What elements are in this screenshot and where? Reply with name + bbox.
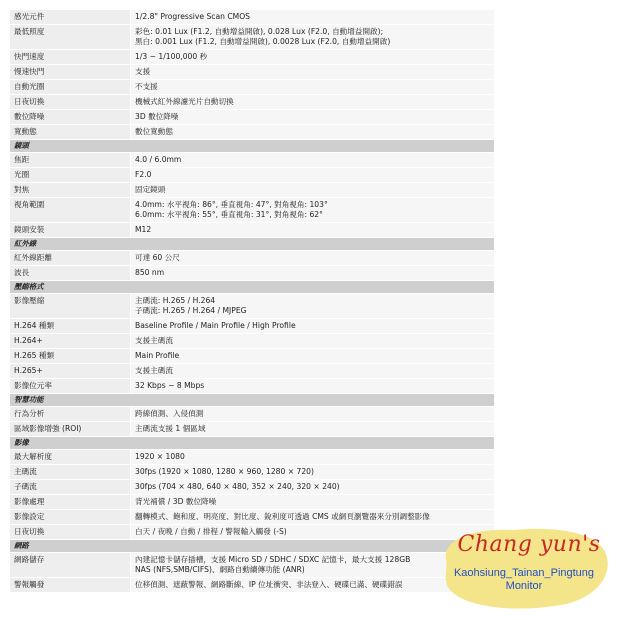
spec-value-line: 位移偵測、遮蔽警報、網路斷線、IP 位址衝突、非法登入、硬碟已滿、硬碟錯誤 [135, 580, 403, 589]
spec-label: H.264 種類 [10, 319, 131, 334]
spec-value-line: 黑白: 0.001 Lux (F1.2, 自動增益開啟), 0.0028 Lux (F2.0, 自動增益開啟) [135, 37, 391, 46]
watermark-title: Chang yun's [457, 532, 601, 557]
spec-value-line: M12 [135, 225, 152, 234]
spec-value-line: Main Profile [135, 351, 180, 360]
spec-label: 行為分析 [10, 407, 131, 422]
spec-table-body [10, 10, 494, 593]
spec-value-line: 翻轉模式、飽和度、明亮度、對比度、銳利度可透過 CMS 或網頁瀏覽器來分別調整影像 [135, 512, 430, 521]
spec-value-line: Baseline Profile / Main Profile / High Profile [135, 321, 296, 330]
spec-label: 寬動態 [10, 125, 131, 140]
spec-row [10, 553, 494, 578]
spec-label: 影像位元率 [10, 379, 131, 394]
spec-value [131, 465, 495, 480]
spec-value-line: 背光補償 / 3D 數位降噪 [135, 497, 217, 506]
spec-row [10, 379, 494, 394]
spec-label: H.264+ [10, 334, 131, 349]
spec-value [131, 379, 495, 394]
spec-label: 光圈 [10, 168, 131, 183]
spec-value-line: 30fps (704 × 480, 640 × 480, 352 × 240, 320 × 240) [135, 482, 340, 491]
spec-value [131, 50, 495, 65]
spec-value [131, 110, 495, 125]
spec-label: 視角範圍 [10, 198, 131, 223]
spec-row [10, 183, 494, 198]
spec-row [10, 465, 494, 480]
spec-value-line: 機械式紅外線濾光片自動切換 [135, 97, 234, 106]
spec-value [131, 223, 495, 238]
spec-value-line: 4.0 / 6.0mm [135, 155, 182, 164]
spec-value-line: 支援主碼流 [135, 336, 173, 345]
spec-value-line: 子碼流: H.265 / H.264 / MJPEG [135, 306, 247, 315]
spec-label: 日夜切換 [10, 525, 131, 540]
spec-value [131, 183, 495, 198]
spec-row [10, 198, 494, 223]
spec-row [10, 10, 494, 25]
spec-value [131, 319, 495, 334]
spec-value [131, 422, 495, 437]
section-header: 鏡頭 [10, 140, 494, 153]
spec-value-line: 白天 / 夜晚 / 自動 / 排程 / 警報輸入觸發 (-S) [135, 527, 287, 536]
spec-value-line: 可達 60 公尺 [135, 253, 180, 262]
spec-label: 最大解析度 [10, 450, 131, 465]
spec-value-line: 固定鏡頭 [135, 185, 166, 194]
section-header-row [10, 437, 494, 450]
spec-label: 快門速度 [10, 50, 131, 65]
spec-label: 慢速快門 [10, 65, 131, 80]
section-header: 網路 [10, 540, 494, 553]
spec-label: 波長 [10, 266, 131, 281]
spec-value [131, 495, 495, 510]
spec-value-line: 不支援 [135, 82, 158, 91]
spec-row [10, 349, 494, 364]
spec-label: 鏡頭安裝 [10, 223, 131, 238]
spec-row [10, 125, 494, 140]
section-header: 紅外線 [10, 238, 494, 251]
spec-value [131, 125, 495, 140]
spec-row [10, 80, 494, 95]
spec-label: 影像處理 [10, 495, 131, 510]
store-watermark [436, 520, 612, 612]
spec-value-line: 850 nm [135, 268, 165, 277]
spec-value-line: 32 Kbps ~ 8 Mbps [135, 381, 205, 390]
spec-label: 子碼流 [10, 480, 131, 495]
spec-value [131, 294, 495, 319]
spec-row [10, 480, 494, 495]
section-header-row [10, 281, 494, 294]
spec-value-line: 數位寬動態 [135, 127, 173, 136]
spec-value-line: 跨線偵測、入侵偵測 [135, 409, 204, 418]
spec-row [10, 578, 494, 593]
spec-table [10, 10, 494, 593]
spec-label: 感光元件 [10, 10, 131, 25]
section-header-row [10, 238, 494, 251]
spec-value [131, 168, 495, 183]
spec-row [10, 65, 494, 80]
spec-row [10, 50, 494, 65]
spec-label: 最低照度 [10, 25, 131, 50]
spec-value [131, 80, 495, 95]
spec-label: 紅外線距離 [10, 251, 131, 266]
spec-value-line: 彩色: 0.01 Lux (F1.2, 自動增益開啟), 0.028 Lux (F2.0, 自動增益開啟); [135, 27, 384, 36]
spec-value [131, 153, 495, 168]
section-header: 壓縮格式 [10, 281, 494, 294]
spec-value [131, 65, 495, 80]
spec-value-line: 30fps (1920 × 1080, 1280 × 960, 1280 × 720) [135, 467, 314, 476]
spec-row [10, 168, 494, 183]
spec-value [131, 10, 495, 25]
spec-row [10, 407, 494, 422]
spec-label: 影像設定 [10, 510, 131, 525]
spec-value-line: 內建記憶卡儲存插槽，支援 Micro SD / SDHC / SDXC 記憶卡，最大支援 128GB [135, 555, 411, 564]
spec-label: H.265 種類 [10, 349, 131, 364]
section-header-row [10, 540, 494, 553]
spec-row [10, 334, 494, 349]
spec-value [131, 364, 495, 379]
spec-value [131, 407, 495, 422]
spec-value-line: 1920 × 1080 [135, 452, 185, 461]
spec-row [10, 266, 494, 281]
spec-value-line: 支援 [135, 67, 151, 76]
spec-value [131, 198, 495, 223]
section-header-row [10, 394, 494, 407]
spec-row [10, 223, 494, 238]
spec-value [131, 266, 495, 281]
spec-row [10, 110, 494, 125]
spec-row [10, 153, 494, 168]
spec-label: 對焦 [10, 183, 131, 198]
spec-value-line: 4.0mm: 水平視角: 86°, 垂直視角: 47°, 對角視角: 103° [135, 200, 328, 209]
spec-value-line: 3D 數位降噪 [135, 112, 179, 121]
spec-value [131, 450, 495, 465]
spec-row [10, 251, 494, 266]
spec-value-line: 主碼流: H.265 / H.264 [135, 296, 216, 305]
spec-value [131, 480, 495, 495]
spec-row [10, 422, 494, 437]
spec-row [10, 525, 494, 540]
spec-label: 主碼流 [10, 465, 131, 480]
spec-label: 區域影像增強 (ROI) [10, 422, 131, 437]
spec-label: 日夜切換 [10, 95, 131, 110]
section-header: 智慧功能 [10, 394, 494, 407]
spec-value [131, 25, 495, 50]
spec-value [131, 349, 495, 364]
spec-label: 自動光圈 [10, 80, 131, 95]
spec-label: 警報觸發 [10, 578, 131, 593]
spec-row [10, 510, 494, 525]
section-header: 影像 [10, 437, 494, 450]
spec-row [10, 495, 494, 510]
spec-label: 焦距 [10, 153, 131, 168]
spec-value [131, 95, 495, 110]
spec-value [131, 334, 495, 349]
spec-value-line: 主碼流支援 1 個區域 [135, 424, 206, 433]
spec-label: 網路儲存 [10, 553, 131, 578]
section-header-row [10, 140, 494, 153]
spec-label: 數位降噪 [10, 110, 131, 125]
watermark-subtitle-line2: Monitor [505, 580, 543, 592]
spec-value-line: F2.0 [135, 170, 152, 179]
spec-row [10, 319, 494, 334]
spec-label: H.265+ [10, 364, 131, 379]
spec-row [10, 95, 494, 110]
spec-row [10, 294, 494, 319]
spec-value-line: 1/2.8" Progressive Scan CMOS [135, 12, 250, 21]
spec-row [10, 450, 494, 465]
spec-value-line: 6.0mm: 水平視角: 55°, 垂直視角: 31°, 對角視角: 62° [135, 210, 323, 219]
watermark-subtitle: Kaohsiung_Tainan_Pingtung [453, 567, 595, 579]
spec-value-line: NAS (NFS,SMB/CIFS)、網路自動續傳功能 (ANR) [135, 565, 305, 574]
spec-label: 影像壓縮 [10, 294, 131, 319]
spec-value [131, 251, 495, 266]
spec-value-line: 1/3 ~ 1/100,000 秒 [135, 52, 208, 61]
spec-row [10, 364, 494, 379]
spec-row [10, 25, 494, 50]
spec-value-line: 支援主碼流 [135, 366, 173, 375]
